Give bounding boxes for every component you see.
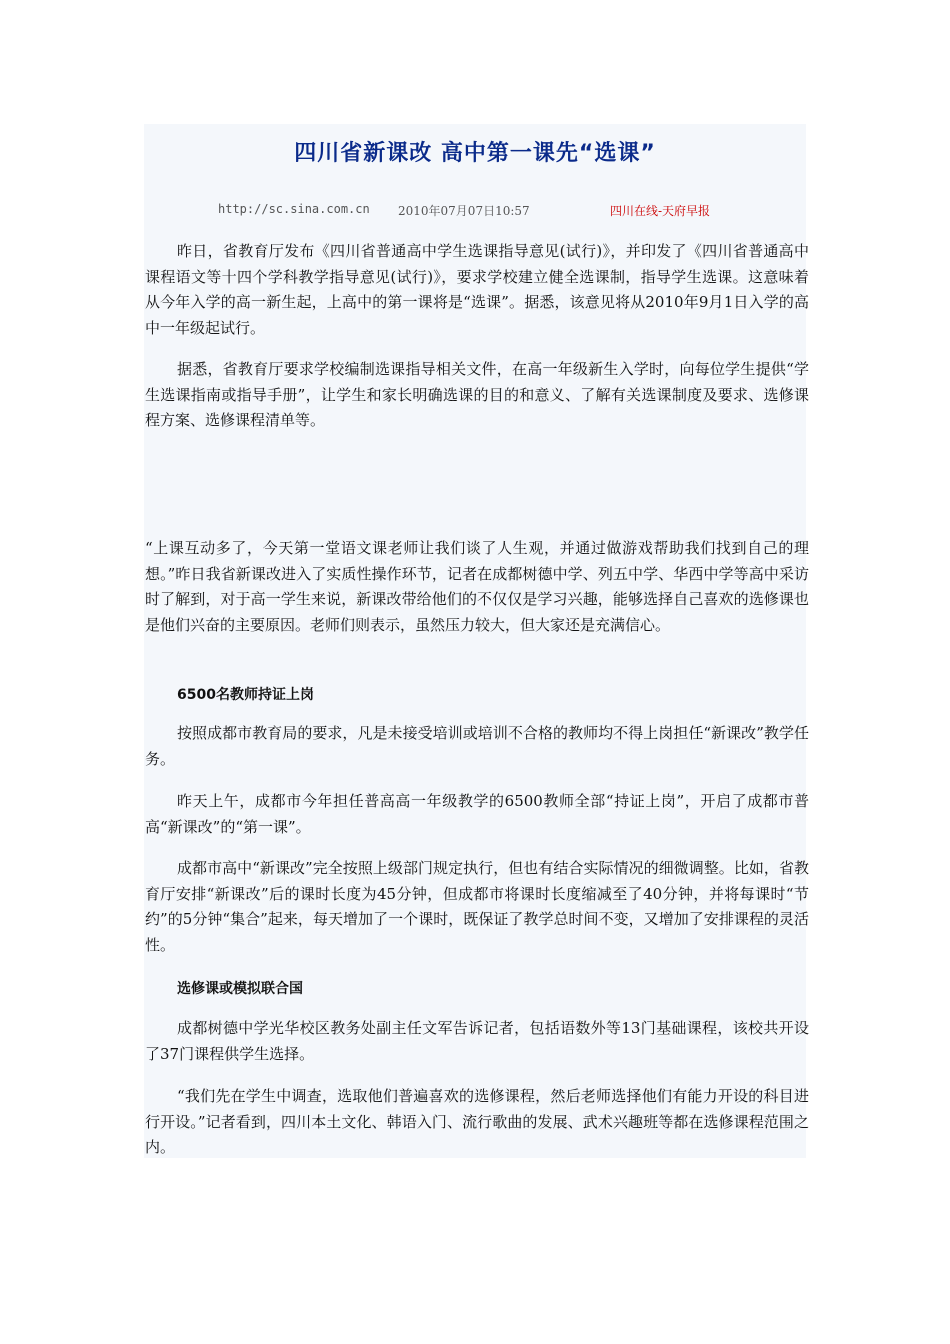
source-url-link[interactable]: http://sc.sina.com.cn [218, 202, 370, 216]
article-title: 四川省新课改 高中第一课先“选课” [294, 141, 656, 166]
paragraph-3: “上课互动多了，今天第一堂语文课老师让我们谈了人生观，并通过做游戏帮助我们找到自己的理想。”昨日我省新课改进入了实质性操作环节，记者在成都树德中学、列五中学、华西中学等高中采访时了解到，对于高一学生来说，新课改带给他们的不仅仅是学习兴趣，能够选择自己喜欢的选修课也是他们兴奋的主要原因。老师们则表示，虽然压力较大，但大家还是充满信心。 [145, 539, 809, 634]
publish-date: 2010年07月07日10:57 [398, 204, 530, 218]
paragraph-2: 据悉，省教育厅要求学校编制选课指导相关文件，在高一年级新生入学时，向每位学生提供“学生选课指南或指导手册”，让学生和家长明确选课的目的和意义、了解有关选课制度及要求、选修课程方案、选修课程清单等。 [145, 360, 809, 430]
paragraph-7: 成都树德中学光华校区教务处副主任文军告诉记者，包括语数外等13门基础课程，该校共开设了37门课程供学生选择。 [145, 1019, 809, 1063]
paragraph-1: 昨日，省教育厅发布《四川省普通高中学生选课指导意见(试行)》，并印发了《四川省普通高中课程语文等十四个学科教学指导意见(试行)》，要求学校建立健全选课制，指导学生选课。这意味着从今年入学的高一新生起，上高中的第一课将是“选课”。据悉，该意见将从2010年9月1日入学的高中一年级起试行。 [145, 242, 809, 337]
section-heading-electives: 选修课或模拟联合国 [177, 981, 303, 997]
paragraph-4: 按照成都市教育局的要求，凡是未接受培训或培训不合格的教师均不得上岗担任“新课改”教学任务。 [145, 724, 809, 768]
source-link[interactable]: 四川在线-天府早报 [610, 204, 711, 218]
section-heading-teachers: 6500名教师持证上岗 [177, 687, 314, 703]
paragraph-5: 昨天上午，成都市今年担任普高高一年级教学的6500教师全部“持证上岗”，开启了成都市普高“新课改”的“第一课”。 [145, 792, 809, 836]
paragraph-8: “我们先在学生中调查，选取他们普遍喜欢的选修课程，然后老师选择他们有能力开设的科目进行开设。”记者看到，四川本土文化、韩语入门、流行歌曲的发展、武术兴趣班等都在选修课程范围之内。 [145, 1087, 809, 1157]
paragraph-6: 成都市高中“新课改”完全按照上级部门规定执行，但也有结合实际情况的细微调整。比如，省教育厅安排“新课改”后的课时长度为45分钟，但成都市将课时长度缩减至了40分钟，并将每课时“节约”的5分钟“集合”起来，每天增加了一个课时，既保证了教学总时间不变，又增加了安排课程的灵活性。 [145, 859, 809, 954]
